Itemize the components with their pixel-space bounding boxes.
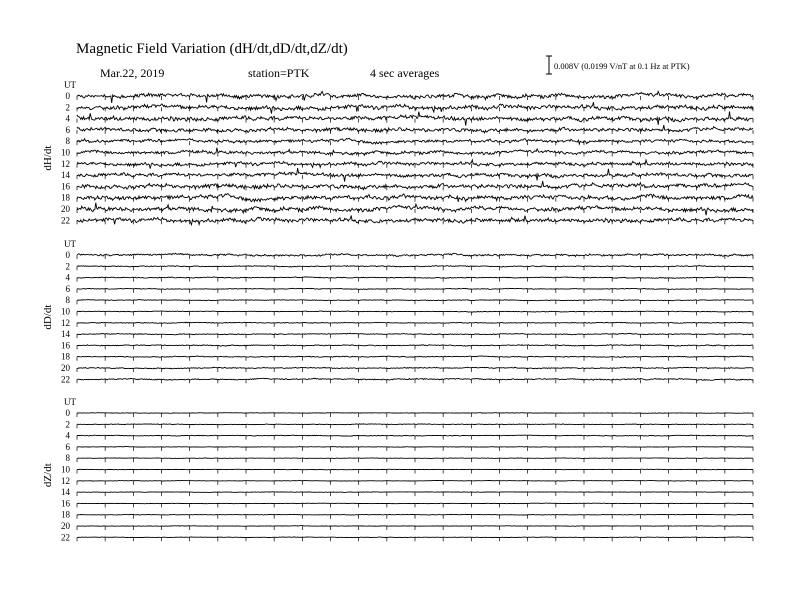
scale-bar-label: 0.008V (0.0199 V/nT at 0.1 Hz at PTK): [554, 61, 690, 71]
series-trace: [77, 480, 753, 481]
row-label: 4: [65, 430, 70, 441]
date-label: Mar.22, 2019: [100, 66, 165, 80]
series-trace: [77, 333, 753, 335]
row-label: 4: [65, 272, 70, 283]
minute-ticks: [77, 481, 753, 485]
minute-ticks: [77, 526, 753, 530]
minute-ticks: [77, 153, 753, 157]
row-label: 14: [61, 487, 70, 498]
minute-ticks: [77, 537, 753, 541]
row-label: 10: [61, 147, 70, 158]
row-label: 12: [61, 475, 70, 486]
panel-dH-dt: [42, 80, 753, 225]
row-label: 16: [61, 340, 70, 351]
row-label: 8: [65, 136, 70, 147]
series-trace: [77, 253, 753, 256]
row-label: 10: [61, 306, 70, 317]
row-label: 14: [61, 329, 70, 340]
series-trace: [77, 458, 753, 459]
row-label: 6: [65, 124, 70, 135]
ut-label: UT: [64, 239, 76, 249]
row-label: 2: [65, 261, 70, 272]
row-label: 6: [65, 283, 70, 294]
series-trace: [77, 288, 753, 289]
row-label: 0: [65, 408, 70, 418]
series-trace: [77, 102, 753, 113]
panel-ylabel: dH/dt: [42, 145, 54, 171]
series-trace: [77, 91, 753, 103]
row-label: 6: [65, 441, 70, 452]
minute-ticks: [77, 470, 753, 474]
row-label: 2: [65, 102, 70, 113]
row-label: 22: [61, 215, 70, 226]
series-trace: [77, 424, 753, 425]
row-label: 18: [61, 509, 70, 520]
minute-ticks: [77, 312, 753, 316]
row-label: 0: [65, 250, 70, 260]
series-trace: [77, 413, 753, 414]
row-label: 12: [61, 317, 70, 328]
series-trace: [77, 322, 753, 323]
row-label: 4: [65, 113, 70, 124]
row-label: 8: [65, 453, 70, 464]
row-label: 12: [61, 158, 70, 169]
panel-ylabel: dZ/dt: [42, 463, 54, 488]
series-trace: [77, 537, 753, 538]
panels: [42, 80, 753, 542]
ut-label: UT: [64, 80, 76, 90]
panel-dD-dt: [42, 239, 753, 384]
row-label: 22: [61, 374, 70, 385]
row-label: 10: [61, 464, 70, 475]
row-label: 18: [61, 351, 70, 362]
row-label: 16: [61, 498, 70, 509]
series-trace: [77, 469, 753, 470]
row-label: 0: [65, 91, 70, 101]
figure-title: Magnetic Field Variation (dH/dt,dD/dt,dZ/dt): [76, 41, 348, 57]
row-label: 8: [65, 295, 70, 306]
series-trace: [77, 168, 753, 182]
series-trace: [77, 526, 753, 527]
series-trace: [77, 503, 753, 504]
minute-ticks: [77, 447, 753, 451]
series-trace: [77, 447, 753, 448]
series-trace: [77, 203, 753, 216]
row-label: 20: [61, 363, 70, 373]
ut-label: UT: [64, 397, 76, 407]
series-trace: [77, 300, 753, 301]
minute-ticks: [77, 175, 753, 179]
panel-ylabel: dD/dt: [42, 304, 54, 330]
panel-dZ-dt: [42, 397, 753, 542]
row-label: 20: [61, 521, 70, 531]
row-label: 18: [61, 192, 70, 203]
row-label: 2: [65, 419, 70, 430]
row-label: 22: [61, 532, 70, 543]
row-label: 20: [61, 204, 70, 214]
minute-ticks: [77, 424, 753, 428]
minute-ticks: [77, 492, 753, 496]
row-label: 16: [61, 181, 70, 192]
series-trace: [77, 311, 753, 312]
station-label: station=PTK: [248, 66, 310, 80]
series-trace: [77, 435, 753, 436]
scale-bar: [546, 56, 690, 74]
averaging-label: 4 sec averages: [370, 66, 440, 80]
row-label: 14: [61, 170, 70, 181]
series-trace: [77, 492, 753, 493]
